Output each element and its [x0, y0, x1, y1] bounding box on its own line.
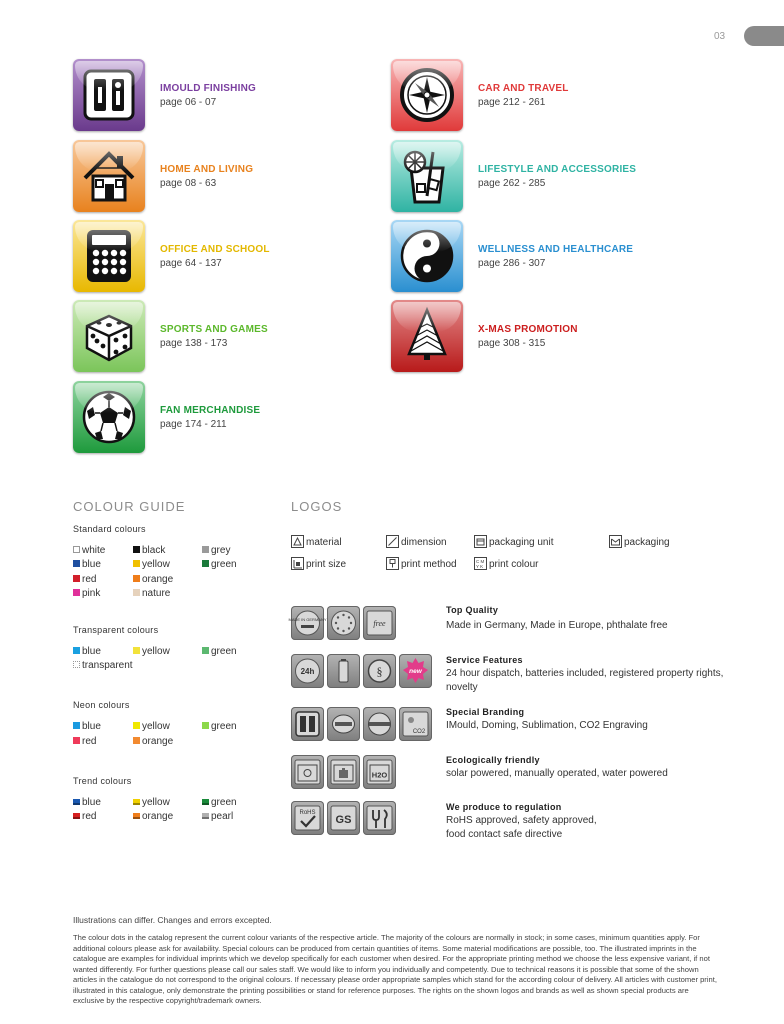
print-method-icon: [386, 557, 399, 570]
category-pages: page 174 - 211: [160, 419, 227, 430]
swatch-yellow: yellow: [133, 646, 170, 657]
property-rights-icon: [363, 654, 396, 688]
doming-icon: [327, 707, 360, 741]
svg-text:GS: GS: [335, 814, 352, 826]
house-icon: [73, 140, 145, 212]
food-safe-icon: [363, 801, 396, 835]
co2-engraving-icon: [399, 707, 432, 741]
dice-icon: [73, 300, 145, 372]
svg-text:RoHS: RoHS: [299, 810, 316, 816]
category-pages: page 212 - 261: [478, 97, 546, 108]
novelty-icon: [399, 654, 432, 688]
swatch-blue: blue: [73, 646, 101, 657]
feature-title: Ecologically friendly: [446, 755, 540, 765]
feature-title: Top Quality: [446, 605, 499, 615]
category-lifestyle-and-accessories[interactable]: [391, 140, 691, 212]
page-tab: [744, 26, 784, 46]
feature-title: Service Features: [446, 655, 523, 665]
category-pages: page 262 - 285: [478, 178, 546, 189]
logo-print-method: print method: [386, 557, 457, 570]
drink-icon: [391, 140, 463, 212]
swatch-blue: blue: [73, 721, 101, 732]
swatch-yellow: yellow: [133, 797, 170, 808]
category-pages: page 308 - 315: [478, 338, 546, 349]
category-imould-finishing[interactable]: [73, 59, 373, 131]
category-car-and-travel[interactable]: [391, 59, 691, 131]
swatch-red: red: [73, 736, 96, 747]
logo-packaging-unit: packaging unit: [474, 535, 554, 548]
regulation-badges: [291, 801, 399, 835]
made-in-eu-icon: [327, 606, 360, 640]
category-title: LIFESTYLE AND ACCESSORIES: [478, 164, 637, 175]
swatch-red: red: [73, 574, 96, 585]
disclaimer-short: Illustrations can differ. Changes and errors excepted.: [73, 915, 272, 925]
24h-dispatch-icon: [291, 654, 324, 688]
swatch-orange: orange: [133, 811, 173, 822]
swatch-blue: blue: [73, 559, 101, 570]
svg-text:free: free: [373, 619, 386, 628]
rohs-icon: [291, 801, 324, 835]
manual-icon: [327, 755, 360, 789]
logo-dimension: dimension: [386, 535, 447, 548]
category-title: IMOULD FINISHING: [160, 83, 256, 94]
top-quality-badges: [288, 606, 421, 640]
swatch-green: green: [202, 646, 237, 657]
trend-colours-title: Trend colours: [73, 776, 132, 786]
disclaimer-long: The colour dots in the catalog represent the current colour variants of the respective article. The majority of the colours are normally in stock; in some cases, minimum quantities apply. For additional colours please ask for availability. Special colours can be produced from certain quantities of items. Some material modifications are possible, too. The illustrated imprints in the catalogue are examples for individual imprints which we develop specifically for each customer when desired. For the appropriate printing method we choose the less expensive variant, if not wanted differently. For further questions please call our sales staff. We would like to inform you individually and competently. Due to technical reasons it is possible that some of the shown articles in the catalogue do not correspond to the original colours. If necessary please order appropriate samples which stand for the according colour of delivery. All articles with customer print, illustrated in this catalogue, only demonstrate the printing possibilities or stand for reference purposes. The rights on the shown logos and brands as well as shown special products are exclusive by the respective copyright/trademark owners.: [73, 933, 717, 1005]
category-xmas-promotion[interactable]: [391, 300, 691, 372]
feature-desc: Made in Germany, Made in Europe, phthalate free: [446, 620, 668, 631]
swatch-yellow: yellow: [133, 721, 170, 732]
category-pages: page 138 - 173: [160, 338, 228, 349]
category-title: FAN MERCHANDISE: [160, 405, 261, 416]
logos-title: LOGOS: [291, 499, 343, 514]
dimension-icon: [386, 535, 399, 548]
category-wellness-and-healthcare[interactable]: [391, 220, 691, 292]
packaging-unit-icon: [474, 535, 487, 548]
swatch-grey: grey: [202, 545, 230, 556]
svg-text:CO2: CO2: [412, 729, 426, 735]
print-size-icon: [291, 557, 304, 570]
sublimation-icon: [363, 707, 396, 741]
svg-text:H2O: H2O: [371, 770, 388, 780]
category-office-and-school[interactable]: [73, 220, 373, 292]
category-title: HOME AND LIVING: [160, 164, 254, 175]
logo-material: material: [291, 535, 342, 548]
category-title: CAR AND TRAVEL: [478, 83, 569, 94]
svg-text:MADE IN GERMANY: MADE IN GERMANY: [288, 617, 327, 622]
colour-guide-title: COLOUR GUIDE: [73, 499, 186, 514]
svg-text:C M: C M: [476, 559, 485, 564]
imould-icon: [73, 59, 145, 131]
service-features-badges: [291, 654, 435, 688]
gs-safety-icon: [327, 801, 360, 835]
swatch-green: green: [202, 797, 237, 808]
swatch-red: red: [73, 811, 96, 822]
logo-print-colour: C M Y K print colour: [476, 559, 539, 570]
category-pages: page 286 - 307: [478, 258, 546, 269]
svg-text:§: §: [376, 664, 383, 679]
packaging-icon: [609, 535, 622, 548]
swatch-pink: pink: [73, 588, 100, 599]
swatch-pearl: pearl: [202, 811, 233, 822]
xmas-tree-icon: [391, 300, 463, 372]
special-branding-badges: [291, 707, 435, 741]
swatch-green: green: [202, 559, 237, 570]
category-title: X-MAS PROMOTION: [478, 324, 578, 335]
transparent-colours-title: Transparent colours: [73, 625, 159, 635]
svg-text:24h: 24h: [300, 667, 315, 676]
phthalate-free-icon: [363, 606, 396, 640]
page-number: 03: [714, 31, 726, 42]
swatch-nature: nature: [133, 588, 170, 599]
category-pages: page 08 - 63: [160, 178, 217, 189]
swatch-blue: blue: [73, 797, 101, 808]
feature-desc: RoHS approved, safety approved, food contact safe directive: [446, 815, 597, 840]
logo-packaging: packaging: [609, 535, 670, 548]
feature-desc: solar powered, manually operated, water powered: [446, 768, 668, 779]
solar-icon: [291, 755, 324, 789]
swatch-transparent: transparent: [73, 660, 133, 671]
compass-icon: [391, 59, 463, 131]
category-pages: page 64 - 137: [160, 258, 222, 269]
swatch-orange: orange: [133, 574, 173, 585]
standard-colours-title: Standard colours: [73, 524, 146, 534]
feature-title: Special Branding: [446, 707, 525, 717]
swatch-orange: orange: [133, 736, 173, 747]
made-in-germany-icon: [288, 606, 327, 640]
print-colour-icon: [474, 557, 487, 570]
svg-text:Y K: Y K: [476, 564, 484, 569]
category-title: WELLNESS AND HEALTHCARE: [478, 244, 634, 255]
swatch-green: green: [202, 721, 237, 732]
swatch-yellow: yellow: [133, 559, 170, 570]
category-fan-merchandise[interactable]: [73, 381, 373, 453]
water-power-icon: [363, 755, 396, 789]
calculator-icon: [73, 220, 145, 292]
ecologically-friendly-badges: [291, 755, 399, 789]
imould-brand-icon: [291, 707, 324, 741]
football-icon: [73, 381, 145, 453]
category-sports-and-games[interactable]: [73, 300, 373, 372]
category-pages: page 06 - 07: [160, 97, 217, 108]
category-home-and-living[interactable]: [73, 140, 373, 212]
category-title: OFFICE AND SCHOOL: [160, 244, 270, 255]
battery-icon: [327, 654, 360, 688]
feature-desc: 24 hour dispatch, batteries included, registered property rights, novelty: [446, 668, 724, 693]
material-icon: [291, 535, 304, 548]
neon-colours-title: Neon colours: [73, 700, 130, 710]
category-title: SPORTS AND GAMES: [160, 324, 268, 335]
yin-yang-icon: [391, 220, 463, 292]
swatch-black: black: [133, 545, 165, 556]
feature-title: We produce to regulation: [446, 802, 562, 812]
swatch-white: white: [73, 545, 105, 556]
logo-print-size: print size: [291, 557, 346, 570]
svg-text:new: new: [409, 668, 422, 675]
feature-desc: IMould, Doming, Sublimation, CO2 Engraving: [446, 720, 648, 731]
